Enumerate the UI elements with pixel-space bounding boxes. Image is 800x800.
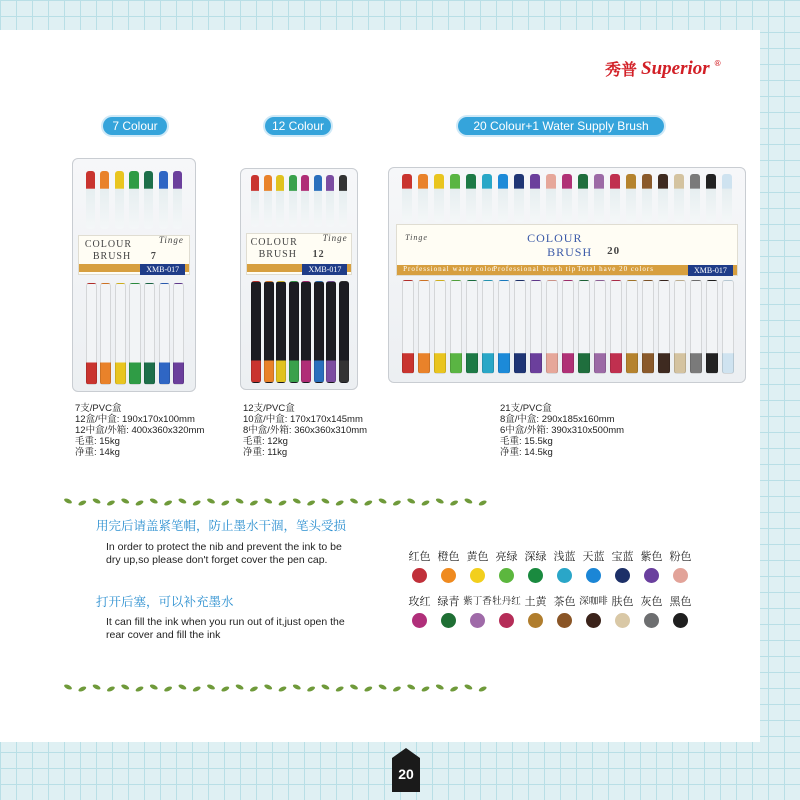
pen-barrel [402, 280, 414, 374]
spec-line: 6中盒/外箱: 390x310x500mm [500, 425, 625, 436]
color-swatch-dot [644, 568, 659, 583]
pen-barrel [276, 281, 286, 383]
pen-cap [326, 175, 334, 227]
color-swatch-dot [615, 568, 630, 583]
leaf-icon [435, 683, 444, 690]
leaf-icon [407, 683, 416, 690]
leaf-icon [221, 685, 230, 692]
color-swatch [666, 593, 695, 628]
pen-cap [450, 174, 460, 222]
color-swatch-label: 深咖啡 [579, 596, 608, 607]
spec-line: 12中盒/外箱: 400x360x320mm [75, 425, 205, 436]
pen-cap [674, 174, 684, 222]
leaf-icon [178, 497, 187, 504]
card-number: 20 [607, 245, 621, 257]
pen-barrel [434, 280, 446, 374]
card-word-brush: BRUSH [258, 249, 297, 260]
pen-barrel [339, 281, 349, 383]
color-swatch [492, 548, 521, 583]
color-swatch [405, 548, 434, 583]
pen-barrel [289, 281, 299, 383]
spec-line: 毛重: 15kg [75, 436, 120, 447]
pen-cap [722, 174, 732, 222]
leaf-icon [392, 685, 401, 692]
pen-pack-20-colour [388, 167, 746, 383]
color-swatch-dot [673, 568, 688, 583]
color-swatch-label: 土黄 [524, 595, 547, 608]
color-palette-row-2 [405, 593, 695, 628]
color-swatch-dot [412, 613, 427, 628]
color-swatch-label: 天蓝 [582, 550, 605, 563]
pen-cap [144, 171, 153, 229]
pen-cap [159, 171, 168, 229]
color-swatch-label: 黑色 [669, 595, 692, 608]
spec-line: 21支/PVC盒 [500, 403, 552, 414]
color-swatch-label: 肤色 [611, 595, 634, 608]
leaf-icon [78, 499, 87, 506]
leaf-icon [192, 499, 201, 506]
color-swatch [434, 548, 463, 583]
spec-7-colour [75, 403, 204, 458]
pen-barrel [251, 281, 261, 383]
leaf-icon [464, 683, 473, 690]
pen-barrel [144, 283, 155, 385]
leaf-icon [235, 497, 244, 504]
pen-cap [626, 174, 636, 222]
color-palette-row-1 [405, 548, 695, 583]
pen-cap [129, 171, 138, 229]
leaf-icon [392, 499, 401, 506]
card-brand-script: Tinge [405, 233, 428, 242]
color-swatch-label: 玫红 [408, 595, 431, 608]
leaf-icon [292, 683, 301, 690]
pen-cap [546, 174, 556, 222]
pen-barrel [642, 280, 654, 374]
pen-cap [610, 174, 620, 222]
card-model: XMB-017 [302, 264, 347, 275]
color-swatch-dot [528, 568, 543, 583]
leaf-icon [264, 683, 273, 690]
leaf-icon [278, 499, 287, 506]
leaf-icon [63, 497, 72, 504]
color-swatch [405, 593, 434, 628]
color-swatch-dot [499, 568, 514, 583]
color-swatch-dot [499, 613, 514, 628]
leaf-icon [407, 497, 416, 504]
card-word-brush: BRUSH [92, 251, 132, 262]
pen-barrel [722, 280, 734, 374]
pen-barrel [418, 280, 430, 374]
leaf-icon [178, 683, 187, 690]
color-swatch-label: 紫丁香 [463, 596, 492, 607]
color-swatch [550, 548, 579, 583]
pen-barrel [450, 280, 462, 374]
leaf-icon [335, 685, 344, 692]
leaf-icon [464, 497, 473, 504]
pen-cap [314, 175, 322, 227]
pen-cap [706, 174, 716, 222]
pen-cap [418, 174, 428, 222]
leaf-icon [364, 685, 373, 692]
color-swatch-label: 粉色 [669, 550, 692, 563]
spec-line: 12支/PVC盒 [243, 403, 295, 414]
color-swatch-dot [557, 613, 572, 628]
leaf-icon [78, 685, 87, 692]
pen-cap [173, 171, 182, 229]
pen-barrel [129, 283, 140, 385]
card-number: 7 [150, 251, 157, 262]
color-swatch-label: 绿青 [437, 595, 460, 608]
leaf-icon [235, 683, 244, 690]
leaf-icon [92, 497, 101, 504]
page-number-text: 20 [398, 766, 414, 782]
pen-cap [658, 174, 668, 222]
tip2-heading-cn: 打开后塞，可以补充墨水 [96, 594, 234, 609]
pack-card [78, 235, 190, 275]
pen-barrel [498, 280, 510, 374]
pen-cap [690, 174, 700, 222]
leaf-icon [292, 497, 301, 504]
leaf-icon [349, 683, 358, 690]
leaf-icon [163, 685, 172, 692]
pen-cap [578, 174, 588, 222]
color-swatch [637, 593, 666, 628]
leaf-icon [278, 685, 287, 692]
pen-cap [115, 171, 124, 229]
pen-cap [594, 174, 604, 222]
leaf-icon [121, 497, 130, 504]
pen-cap [562, 174, 572, 222]
leaf-icon [321, 683, 330, 690]
pen-cap [301, 175, 309, 227]
card-model: XMB-017 [688, 265, 733, 276]
color-swatch-label: 浅蓝 [553, 550, 576, 563]
spec-line: 毛重: 15.5kg [500, 436, 553, 447]
color-swatch-label: 宝蓝 [611, 550, 634, 563]
pen-pack-7-colour [72, 158, 196, 392]
spec-line: 净重: 14kg [75, 447, 120, 458]
leaf-icon [378, 497, 387, 504]
card-model: XMB-017 [140, 264, 185, 275]
color-swatch-dot [412, 568, 427, 583]
pen-cap [466, 174, 476, 222]
card-word-colour: COLOUR [84, 239, 132, 250]
pen-cap [514, 174, 524, 222]
page-number [392, 758, 420, 792]
color-swatch-dot [441, 568, 456, 583]
pen-barrel [264, 281, 274, 383]
leaf-icon [192, 685, 201, 692]
spec-line: 10盒/中盒: 170x170x145mm [243, 414, 363, 425]
color-swatch-label: 牡丹红 [492, 596, 521, 607]
spec-line: 净重: 14.5kg [500, 447, 553, 458]
pen-barrel [326, 281, 336, 383]
pen-barrel [594, 280, 606, 374]
pen-barrel [562, 280, 574, 374]
color-swatch [608, 548, 637, 583]
leaf-icon [249, 499, 258, 506]
leaf-icon [121, 683, 130, 690]
pen-cap [530, 174, 540, 222]
brand-logo [605, 57, 722, 80]
card-brand-script: Tinge [322, 233, 348, 243]
pen-barrel [466, 280, 478, 374]
spec-line: 净重: 11kg [243, 447, 288, 458]
leaf-icon [478, 685, 487, 692]
leaf-icon [378, 683, 387, 690]
pen-cap [642, 174, 652, 222]
spec-line: 毛重: 12kg [243, 436, 288, 447]
color-swatch-label: 茶色 [553, 595, 576, 608]
product-label-7: 7 Colour [103, 117, 167, 135]
card-tag-2: Professional brush tip [493, 265, 577, 273]
pen-barrel [546, 280, 558, 374]
leaf-icon [206, 683, 215, 690]
spec-line: 8盒/中盒: 290x185x160mm [500, 414, 615, 425]
color-swatch-dot [441, 613, 456, 628]
pen-cap [264, 175, 272, 227]
pen-barrel [482, 280, 494, 374]
leaf-icon [149, 497, 158, 504]
product-label-12: 12 Colour [265, 117, 331, 135]
color-swatch [608, 593, 637, 628]
color-swatch [637, 548, 666, 583]
pen-cap [86, 171, 95, 229]
pen-barrel [690, 280, 702, 374]
pen-cap [434, 174, 444, 222]
spec-20-colour [500, 403, 624, 458]
pack-card [246, 233, 353, 275]
leaf-icon [421, 685, 430, 692]
color-swatch-label: 亮绿 [495, 550, 518, 563]
leaf-icon [135, 685, 144, 692]
spec-line: 12盒/中盒: 190x170x100mm [75, 414, 195, 425]
color-swatch-label: 黄色 [466, 550, 489, 563]
color-swatch [666, 548, 695, 583]
color-swatch-label: 深绿 [524, 550, 547, 563]
leaf-icon [106, 499, 115, 506]
leaf-icon [264, 497, 273, 504]
color-swatch [550, 593, 579, 628]
tip1-body-en: In order to protect the nib and prevent the ink to be dry up,so please don't forget cover the pen cap. [106, 541, 342, 566]
pen-barrel [610, 280, 622, 374]
pen-barrel [658, 280, 670, 374]
leaf-icon [135, 499, 144, 506]
card-word-colour: COLOUR [250, 237, 298, 248]
card-number: 12 [312, 249, 325, 260]
leaf-icon [163, 499, 172, 506]
pen-barrel [100, 283, 111, 385]
pen-barrel [301, 281, 311, 383]
pen-pack-12-colour [240, 168, 358, 390]
color-swatch-dot [470, 613, 485, 628]
color-swatch-label: 灰色 [640, 595, 663, 608]
pen-barrel [514, 280, 526, 374]
card-tag-1: Professional water color [403, 265, 496, 273]
registered-mark: ® [713, 59, 722, 68]
pen-barrel [314, 281, 324, 383]
leaf-icon [349, 497, 358, 504]
pen-barrel [578, 280, 590, 374]
tip1-heading-cn: 用完后请盖紧笔帽，防止墨水干涸，笔头受损 [96, 518, 347, 533]
color-swatch [463, 593, 492, 628]
color-swatch [463, 548, 492, 583]
leaf-icon [221, 499, 230, 506]
color-swatch-dot [586, 613, 601, 628]
color-swatch-dot [528, 613, 543, 628]
product-label-20: 20 Colour+1 Water Supply Brush [458, 117, 664, 135]
leaf-icon [206, 497, 215, 504]
color-swatch [579, 593, 608, 628]
pen-barrel [626, 280, 638, 374]
color-swatch-label: 橙色 [437, 550, 460, 563]
color-swatch [521, 593, 550, 628]
pen-cap [251, 175, 259, 227]
pack-card [396, 224, 738, 276]
card-word-brush: BRUSH [547, 245, 593, 259]
pen-barrel [530, 280, 542, 374]
pen-cap [339, 175, 347, 227]
color-swatch-dot [586, 568, 601, 583]
leaf-icon [421, 499, 430, 506]
pen-barrel [706, 280, 718, 374]
leaf-icon [306, 685, 315, 692]
leaf-icon [449, 499, 458, 506]
leaf-icon [449, 685, 458, 692]
leaf-divider-top [62, 497, 492, 507]
card-tag-3: Total have 20 colors [577, 265, 654, 273]
color-swatch-label: 红色 [408, 550, 431, 563]
leaf-icon [364, 499, 373, 506]
pen-cap [402, 174, 412, 222]
brand-name-en: Superior [641, 57, 710, 79]
tip2-body-en: It can fill the ink when you run out of it,just open the rear cover and fill the ink [106, 616, 345, 641]
leaf-icon [321, 497, 330, 504]
color-swatch [579, 548, 608, 583]
pen-cap [289, 175, 297, 227]
leaf-icon [149, 683, 158, 690]
pen-cap [482, 174, 492, 222]
leaf-icon [106, 685, 115, 692]
color-swatch-dot [673, 613, 688, 628]
spec-12-colour [243, 403, 367, 458]
pen-barrel [86, 283, 97, 385]
leaf-icon [435, 497, 444, 504]
card-brand-script: Tinge [158, 235, 184, 245]
color-swatch [434, 593, 463, 628]
pen-cap [498, 174, 508, 222]
card-word-colour: COLOUR [527, 231, 583, 245]
pen-cap [100, 171, 109, 229]
spec-line: 8中盒/外箱: 360x360x310mm [243, 425, 368, 436]
brand-name-cn: 秀普 [605, 60, 638, 79]
color-swatch-dot [470, 568, 485, 583]
leaf-icon [92, 683, 101, 690]
color-swatch-dot [557, 568, 572, 583]
leaf-icon [335, 499, 344, 506]
color-swatch [521, 548, 550, 583]
pen-barrel [173, 283, 184, 385]
pen-barrel [674, 280, 686, 374]
leaf-icon [478, 499, 487, 506]
pen-barrel [115, 283, 126, 385]
pen-barrel [159, 283, 170, 385]
leaf-icon [306, 499, 315, 506]
color-swatch-label: 紫色 [640, 550, 663, 563]
leaf-icon [249, 685, 258, 692]
leaf-divider-bottom [62, 683, 492, 693]
leaf-icon [63, 683, 72, 690]
spec-line: 7支/PVC盒 [75, 403, 122, 414]
color-swatch-dot [644, 613, 659, 628]
color-swatch [492, 593, 521, 628]
color-swatch-dot [615, 613, 630, 628]
pen-cap [276, 175, 284, 227]
